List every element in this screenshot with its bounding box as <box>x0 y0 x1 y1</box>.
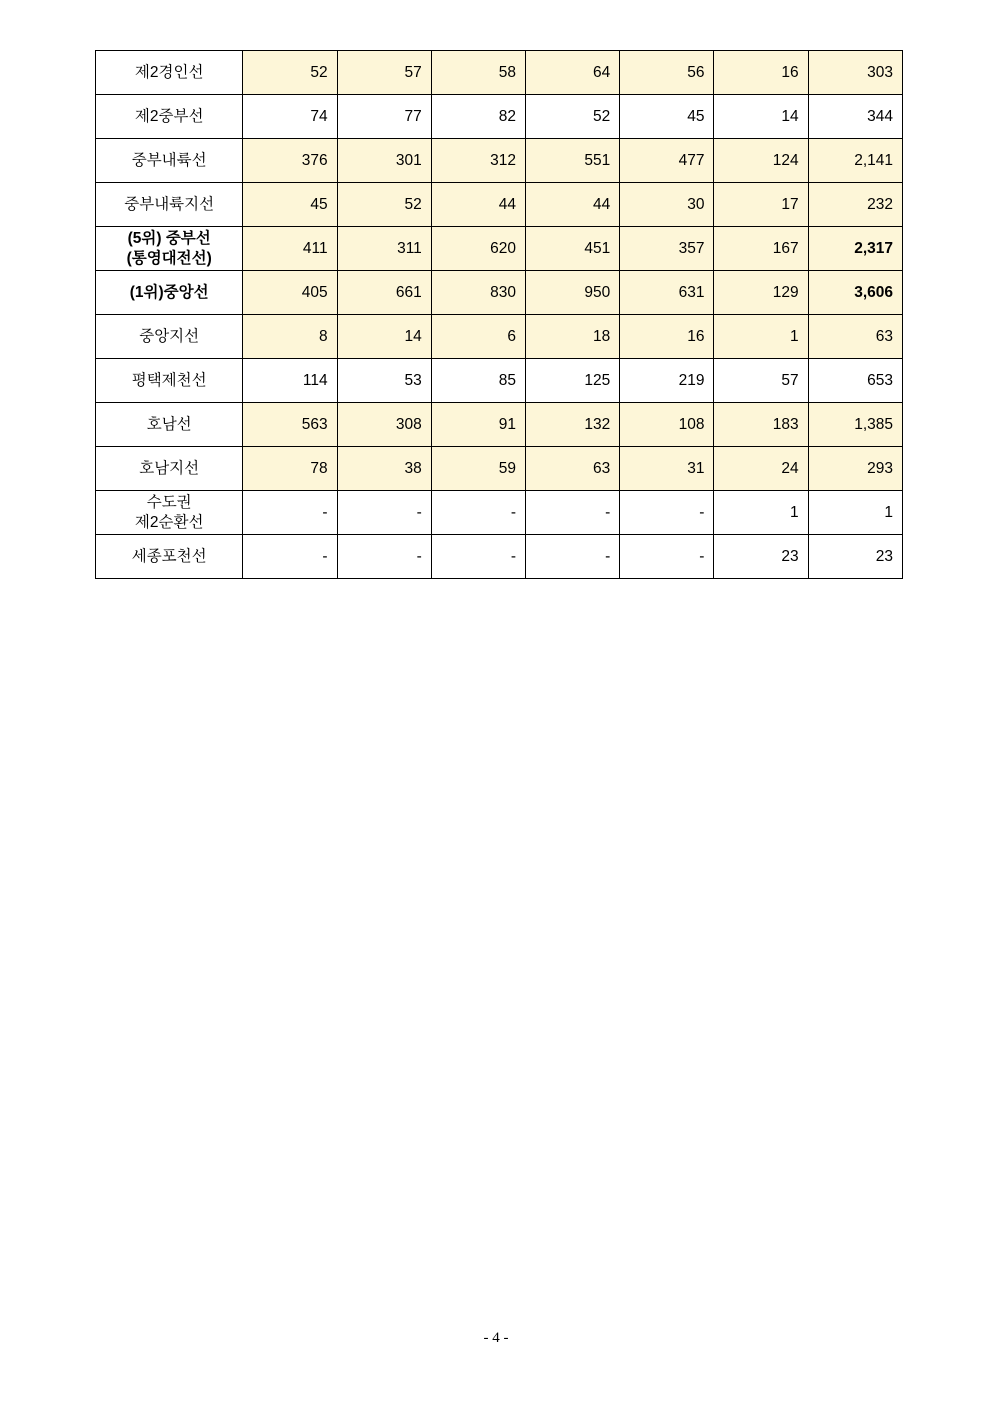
cell-value: 17 <box>714 183 808 227</box>
cell-value: 74 <box>243 95 337 139</box>
cell-value: 661 <box>337 271 431 315</box>
cell-value: 950 <box>526 271 620 315</box>
row-label-line: 제2경인선 <box>134 63 204 81</box>
cell-total: 2,141 <box>808 139 902 183</box>
cell-value: 56 <box>620 51 714 95</box>
cell-value: 1 <box>714 491 808 535</box>
cell-value: 830 <box>431 271 525 315</box>
cell-value: 6 <box>431 315 525 359</box>
row-label-line: 세종포천선 <box>131 547 207 565</box>
row-label-line: 평택제천선 <box>131 371 207 389</box>
cell-value: - <box>526 491 620 535</box>
table-row <box>96 183 903 227</box>
cell-value: - <box>243 535 337 579</box>
row-label <box>96 447 243 491</box>
cell-value: - <box>431 491 525 535</box>
cell-value: 16 <box>714 51 808 95</box>
cell-value: - <box>243 491 337 535</box>
cell-value: 58 <box>431 51 525 95</box>
cell-value: 311 <box>337 227 431 271</box>
cell-value: 563 <box>243 403 337 447</box>
cell-value: - <box>337 535 431 579</box>
cell-value: 18 <box>526 315 620 359</box>
cell-value: 44 <box>431 183 525 227</box>
cell-value: 31 <box>620 447 714 491</box>
cell-total: 1,385 <box>808 403 902 447</box>
cell-value: 30 <box>620 183 714 227</box>
row-label-line: (5위) 중부선 <box>127 230 211 248</box>
table-row <box>96 51 903 95</box>
cell-value: 312 <box>431 139 525 183</box>
cell-value: 183 <box>714 403 808 447</box>
table-row <box>96 95 903 139</box>
cell-value: 78 <box>243 447 337 491</box>
row-label-line: 중부내륙선 <box>131 151 207 169</box>
cell-value: 357 <box>620 227 714 271</box>
cell-value: 53 <box>337 359 431 403</box>
cell-value: 114 <box>243 359 337 403</box>
row-label-line: (1위)중앙선 <box>129 283 209 301</box>
cell-value: 405 <box>243 271 337 315</box>
page-footer: - 4 - <box>483 1330 509 1346</box>
cell-value: 551 <box>526 139 620 183</box>
cell-total: 653 <box>808 359 902 403</box>
cell-value: 308 <box>337 403 431 447</box>
row-label-line: 중앙지선 <box>139 327 200 345</box>
table-row <box>96 271 903 315</box>
cell-value: 620 <box>431 227 525 271</box>
cell-value: 301 <box>337 139 431 183</box>
row-label-line: 제2순환선 <box>134 513 204 531</box>
cell-value: - <box>337 491 431 535</box>
cell-value: 124 <box>714 139 808 183</box>
highway-line-statistics-table <box>95 50 903 579</box>
row-label <box>96 535 243 579</box>
cell-total: 63 <box>808 315 902 359</box>
cell-value: 8 <box>243 315 337 359</box>
cell-value: 52 <box>526 95 620 139</box>
row-label <box>96 491 243 535</box>
cell-value: 108 <box>620 403 714 447</box>
cell-value: 59 <box>431 447 525 491</box>
cell-value: 85 <box>431 359 525 403</box>
cell-value: 77 <box>337 95 431 139</box>
cell-value: 132 <box>526 403 620 447</box>
cell-value: 14 <box>337 315 431 359</box>
cell-value: 219 <box>620 359 714 403</box>
cell-value: - <box>620 491 714 535</box>
table-row <box>96 491 903 535</box>
cell-value: 16 <box>620 315 714 359</box>
table-row <box>96 535 903 579</box>
cell-value: 411 <box>243 227 337 271</box>
table-row <box>96 447 903 491</box>
row-label <box>96 271 243 315</box>
row-label-line: 호남지선 <box>139 459 200 477</box>
row-label-line: 제2중부선 <box>134 107 204 125</box>
row-label <box>96 183 243 227</box>
cell-value: 57 <box>714 359 808 403</box>
cell-value: 23 <box>714 535 808 579</box>
cell-value: 167 <box>714 227 808 271</box>
table-body <box>96 51 903 579</box>
row-label <box>96 95 243 139</box>
cell-value: 57 <box>337 51 431 95</box>
cell-value: 44 <box>526 183 620 227</box>
cell-value: 125 <box>526 359 620 403</box>
cell-total: 232 <box>808 183 902 227</box>
row-label-line: 호남선 <box>146 415 192 433</box>
cell-total: 303 <box>808 51 902 95</box>
row-label <box>96 359 243 403</box>
cell-total: 23 <box>808 535 902 579</box>
table-row <box>96 315 903 359</box>
cell-value: 45 <box>243 183 337 227</box>
cell-value: 91 <box>431 403 525 447</box>
row-label <box>96 403 243 447</box>
cell-value: 14 <box>714 95 808 139</box>
cell-value: 45 <box>620 95 714 139</box>
cell-total: 3,606 <box>808 271 902 315</box>
cell-value: - <box>620 535 714 579</box>
row-label-line: 수도권 <box>146 494 192 512</box>
cell-value: 38 <box>337 447 431 491</box>
cell-total: 1 <box>808 491 902 535</box>
row-label-line: 중부내륙지선 <box>124 195 215 213</box>
cell-value: 52 <box>337 183 431 227</box>
cell-value: 631 <box>620 271 714 315</box>
cell-total: 344 <box>808 95 902 139</box>
cell-value: 376 <box>243 139 337 183</box>
table-row <box>96 227 903 271</box>
cell-value: 451 <box>526 227 620 271</box>
cell-value: 129 <box>714 271 808 315</box>
row-label <box>96 315 243 359</box>
cell-value: 64 <box>526 51 620 95</box>
cell-value: 24 <box>714 447 808 491</box>
data-table <box>95 50 903 579</box>
row-label <box>96 51 243 95</box>
row-label-line: (통영대전선) <box>126 249 212 267</box>
table-row <box>96 359 903 403</box>
table-row <box>96 139 903 183</box>
cell-value: 52 <box>243 51 337 95</box>
cell-value: 82 <box>431 95 525 139</box>
cell-value: 477 <box>620 139 714 183</box>
cell-value: 1 <box>714 315 808 359</box>
row-label <box>96 139 243 183</box>
cell-total: 2,317 <box>808 227 902 271</box>
row-label <box>96 227 243 271</box>
cell-value: - <box>431 535 525 579</box>
cell-total: 293 <box>808 447 902 491</box>
cell-value: 63 <box>526 447 620 491</box>
table-row <box>96 403 903 447</box>
cell-value: - <box>526 535 620 579</box>
